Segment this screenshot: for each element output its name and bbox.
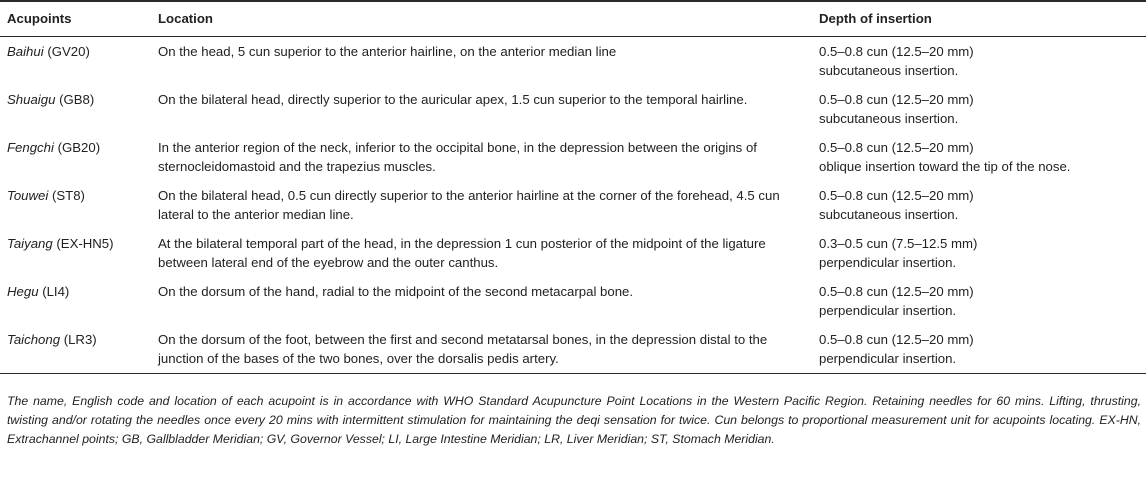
acupoint-name: Taiyang xyxy=(7,236,53,251)
acupoint-name: Fengchi xyxy=(7,140,54,155)
table-row xyxy=(0,85,1146,133)
table-row xyxy=(0,37,1146,86)
acupoint-name: Taichong xyxy=(7,332,61,347)
depth-value: 0.3–0.5 cun (7.5–12.5 mm) xyxy=(819,236,978,251)
location-cell: On the bilateral head, directly superior to the auricular apex, 1.5 cun superior to the temporal hairline. xyxy=(158,92,748,107)
acupoint-cell xyxy=(0,181,150,229)
acupoint-code: (GB20) xyxy=(53,140,101,155)
table-header xyxy=(0,1,1146,37)
depth-value: 0.5–0.8 cun (12.5–20 mm) xyxy=(819,140,974,155)
header-depth: Depth of insertion xyxy=(813,1,1146,37)
table-row xyxy=(0,277,1146,325)
acupoint-code: (GV20) xyxy=(43,44,90,59)
acupoint-code: (GB8) xyxy=(55,92,95,107)
acupoint-name: Hegu xyxy=(7,284,39,299)
depth-cell xyxy=(813,181,1146,229)
table-row xyxy=(0,229,1146,277)
depth-cell xyxy=(813,85,1146,133)
acupoint-cell xyxy=(0,133,150,181)
depth-cell xyxy=(813,37,1146,86)
depth-cell xyxy=(813,277,1146,325)
acupoint-name: Shuaigu xyxy=(7,92,56,107)
depth-method: perpendicular insertion. xyxy=(819,303,957,318)
table-body xyxy=(0,37,1146,374)
acupoint-name: Touwei xyxy=(7,188,49,203)
depth-cell xyxy=(813,229,1146,277)
acupoint-code: (LR3) xyxy=(60,332,97,347)
depth-value: 0.5–0.8 cun (12.5–20 mm) xyxy=(819,332,974,347)
table-row xyxy=(0,325,1146,374)
table-footnote: The name, English code and location of each acupoint is in accordance with WHO Standard Acupuncture Point Locations in the Western Pacific Region. Retaining needles for 60 mins. Lifting, thrusting, twisting and/or rotating the needles once every 20 mins with intermittent stimulation for maintaining the deqi sensation for twice. Cun belongs to proportional measurement unit for acupoints locating. EX-HN, Extrachannel points; GB, Gallbladder Meridian; GV, Governor Vessel; LI, Large Intestine Meridian; LR, Liver Meridian; ST, Stomach Meridian. xyxy=(7,394,1141,446)
depth-value: 0.5–0.8 cun (12.5–20 mm) xyxy=(819,188,974,203)
header-acupoints: Acupoints xyxy=(0,1,150,37)
depth-cell xyxy=(813,133,1146,181)
location-cell: On the bilateral head, 0.5 cun directly superior to the anterior hairline at the corner of the forehead, 4.5 cun lateral to the anterior median line. xyxy=(158,188,780,222)
table-row xyxy=(0,133,1146,181)
depth-value: 0.5–0.8 cun (12.5–20 mm) xyxy=(819,92,974,107)
location-cell: On the dorsum of the foot, between the first and second metatarsal bones, in the depression distal to the junction of the bases of the two bones, over the dorsalis pedis artery. xyxy=(150,325,813,374)
location-cell: On the dorsum of the hand, radial to the midpoint of the second metacarpal bone. xyxy=(158,284,634,299)
depth-method: perpendicular insertion. xyxy=(819,351,957,366)
acupoint-cell xyxy=(0,85,150,133)
depth-value: 0.5–0.8 cun (12.5–20 mm) xyxy=(819,284,974,299)
acupoint-code: (EX-HN5) xyxy=(52,236,114,251)
acupoint-code: (LI4) xyxy=(38,284,70,299)
depth-method: subcutaneous insertion. xyxy=(819,111,959,126)
depth-method: subcutaneous insertion. xyxy=(819,63,959,78)
depth-value: 0.5–0.8 cun (12.5–20 mm) xyxy=(819,44,974,59)
depth-method: subcutaneous insertion. xyxy=(819,207,959,222)
acupoint-cell xyxy=(0,325,150,374)
acupoint-cell xyxy=(0,229,150,277)
location-cell: At the bilateral temporal part of the head, in the depression 1 cun posterior of the midpoint of the ligature between lateral end of the eyebrow and the outer canthus. xyxy=(158,236,766,270)
depth-method: perpendicular insertion. xyxy=(819,255,957,270)
location-cell: In the anterior region of the neck, inferior to the occipital bone, in the depression between the origins of sternocleidomastoid and the trapezius muscles. xyxy=(158,140,757,174)
depth-method: oblique insertion toward the tip of the nose. xyxy=(819,159,1071,174)
acupoint-name: Baihui xyxy=(7,44,44,59)
header-row xyxy=(0,1,1146,37)
acupoint-cell xyxy=(0,277,150,325)
table-row xyxy=(0,181,1146,229)
location-cell: On the head, 5 cun superior to the anterior hairline, on the anterior median line xyxy=(158,44,617,59)
depth-cell xyxy=(813,325,1146,374)
acupoint-code: (ST8) xyxy=(48,188,85,203)
acupoint-cell xyxy=(0,37,150,86)
header-location: Location xyxy=(150,1,813,37)
